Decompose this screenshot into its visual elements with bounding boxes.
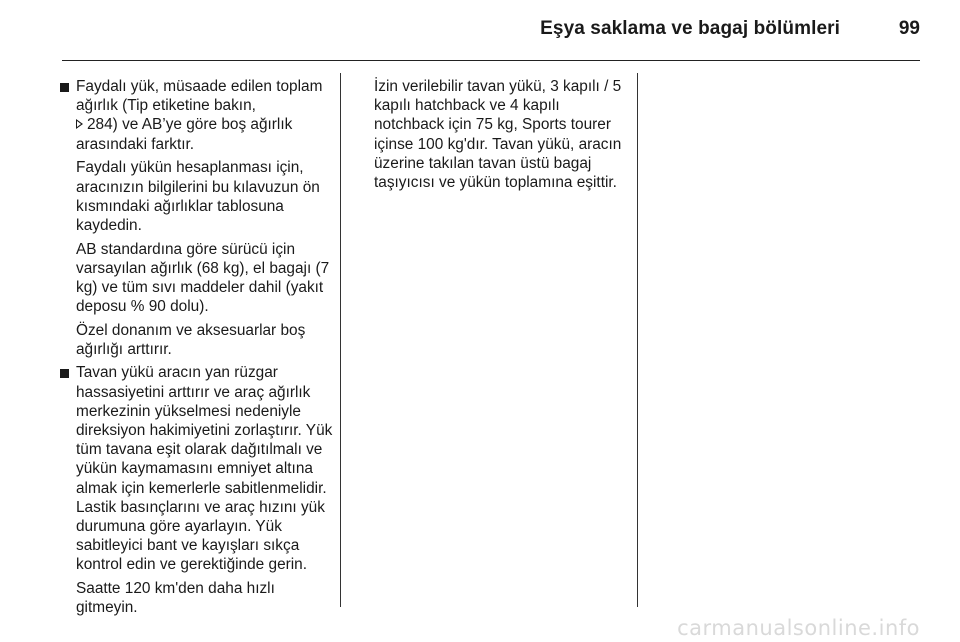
bullet-square-icon: [60, 369, 69, 378]
bullet-item-roof-load: [60, 363, 336, 617]
paragraph: Özel donanım ve aksesuarlar boş ağırlığı arttırır.: [76, 321, 306, 359]
paragraph-text: 284) ve AB’ye göre boş ağırlık arasındaki farktır.: [76, 116, 293, 153]
reference-arrow-icon: [76, 119, 83, 129]
paragraph: [76, 77, 336, 154]
watermark: carmanualsonline.info: [677, 616, 920, 640]
paragraph: AB standardına göre sürücü için varsayılan ağırlık (68 kg), el bagajı (7 kg) ve tüm sıvı maddeler dahil (yakıt deposu % 90 dolu).: [76, 240, 330, 316]
page-title: Eşya saklama ve bagaj bölümleri: [540, 18, 840, 39]
header-rule: [62, 60, 920, 61]
paragraph: Tavan yükü aracın yan rüzgar hassasiyetini arttırır ve araç ağırlık merkezinin yükselmesi nedeniyle direksiyon hakimiyetini zorlaştırır. Yük tüm tavana eşit olarak dağıtılmalı ve yükün kaymamasını emniyet altına almak için kemerlerle sabitlenmelidir. Lastik basınçlarını ve araç hızını yük durumuna göre ayarlayın. Yük sabitleyici bant ve kayışları sıkça kontrol edin ve gerektiğinde gerin.: [76, 364, 333, 574]
paragraph: İzin verilebilir tavan yükü, 3 kapılı / 5 kapılı hatchback ve 4 kapılı notchback için 75 kg, Sports tourer içinse 100 kg'dır. Tavan yükü, aracın üzerine takılan tavan üstü bagaj taşıyıcısı ve yükün toplamına eşittir.: [374, 78, 622, 192]
column-divider-right: [637, 73, 638, 607]
bullet-item-payload: [60, 77, 336, 359]
column-divider-left: [340, 73, 341, 607]
bullet-square-icon: [60, 83, 69, 92]
middle-column: [374, 77, 630, 192]
paragraph: Saatte 120 km'den daha hızlı gitmeyin.: [76, 580, 275, 617]
paragraph: Faydalı yükün hesaplanması için, aracınızın bilgilerini bu kılavuzun ön kısmındaki ağırlıklar tablosuna kaydedin.: [76, 159, 320, 234]
page-number: 99: [898, 18, 920, 39]
left-column: [60, 77, 336, 617]
paragraph-text: Faydalı yük, müsaade edilen toplam ağırlık (Tip etiketine bakın,: [76, 78, 323, 115]
